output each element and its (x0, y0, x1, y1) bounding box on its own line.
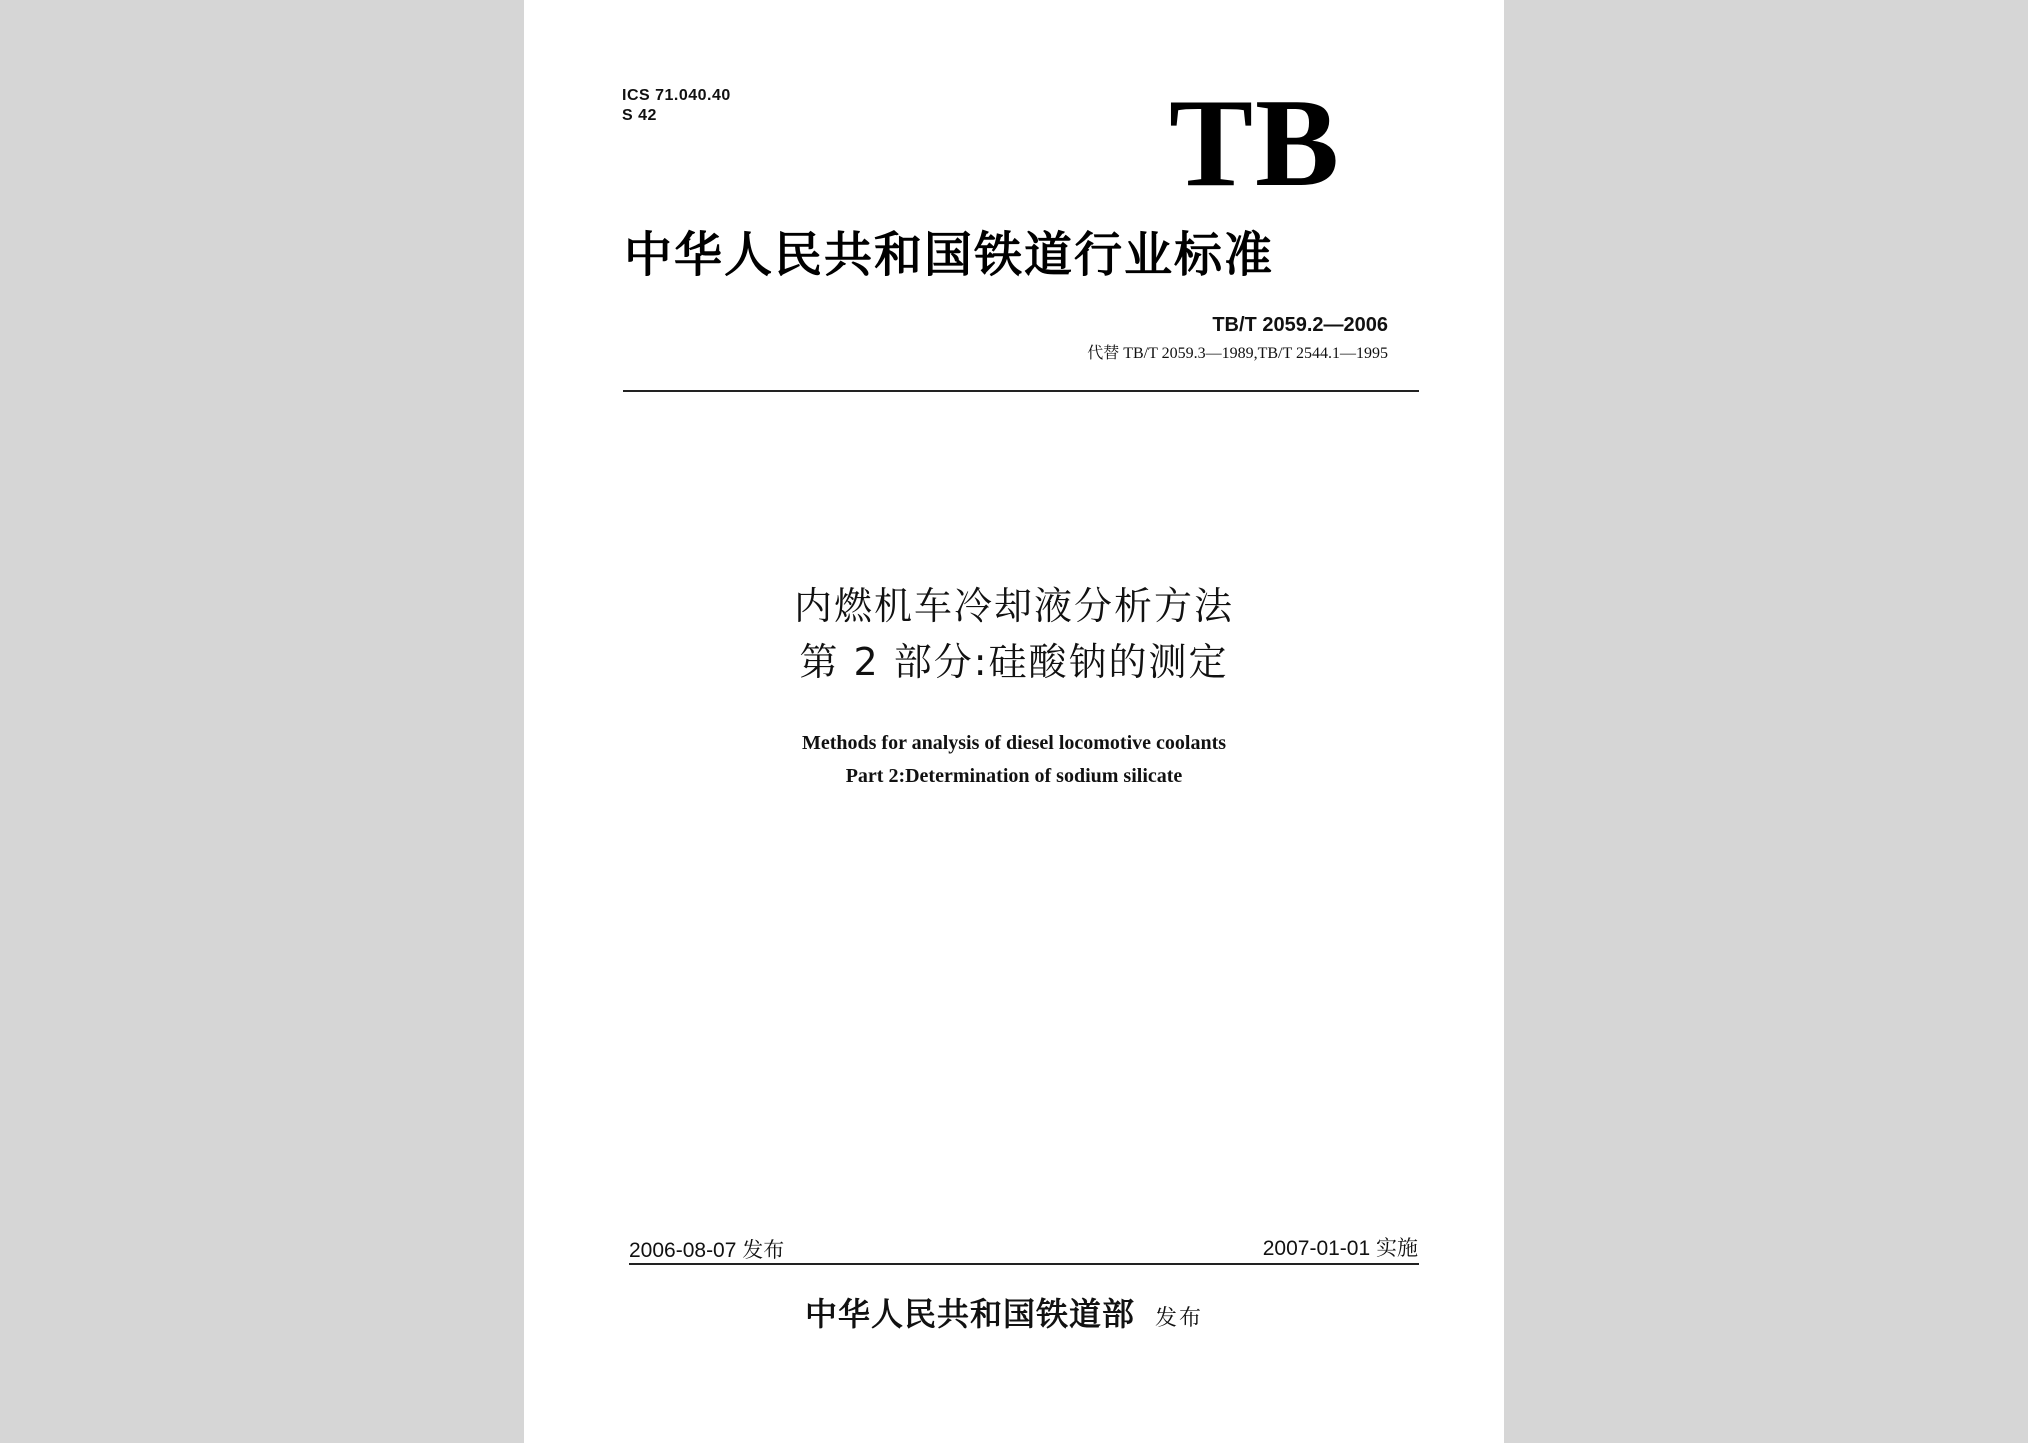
implementation-date: 2007-01-01 实施 (1262, 1237, 1418, 1260)
top-divider (623, 390, 1419, 392)
title-chinese-line-2: 第 2 部分:硅酸钠的测定 (799, 640, 1229, 684)
classification-codes (622, 86, 731, 126)
replaces-note: 代替 TB/T 2059.3—1989,TB/T 2544.1—1995 (1087, 345, 1388, 362)
title-chinese-line-1: 内燃机车冷却液分析方法 (793, 584, 1234, 628)
title-english-line-2: Part 2:Determination of sodium silicate (845, 765, 1183, 787)
issue-date: 2006-08-07 发布 (629, 1239, 785, 1262)
tb-logo: TB (1169, 74, 1342, 213)
document-page (524, 0, 1504, 1443)
issuer-suffix: 发布 (1155, 1306, 1204, 1331)
bottom-divider (629, 1263, 1419, 1265)
standard-type-heading: 中华人民共和国铁道行业标准 (624, 227, 1275, 283)
ccs-code: S 42 (622, 107, 657, 124)
ics-code: ICS 71.040.40 (622, 87, 731, 104)
title-english-line-1: Methods for analysis of diesel locomotive coolants (801, 732, 1227, 754)
issuing-authority (524, 1292, 1504, 1341)
standard-number: TB/T 2059.2—2006 (1212, 314, 1388, 336)
issuer-name: 中华人民共和国铁道部 (804, 1295, 1135, 1333)
